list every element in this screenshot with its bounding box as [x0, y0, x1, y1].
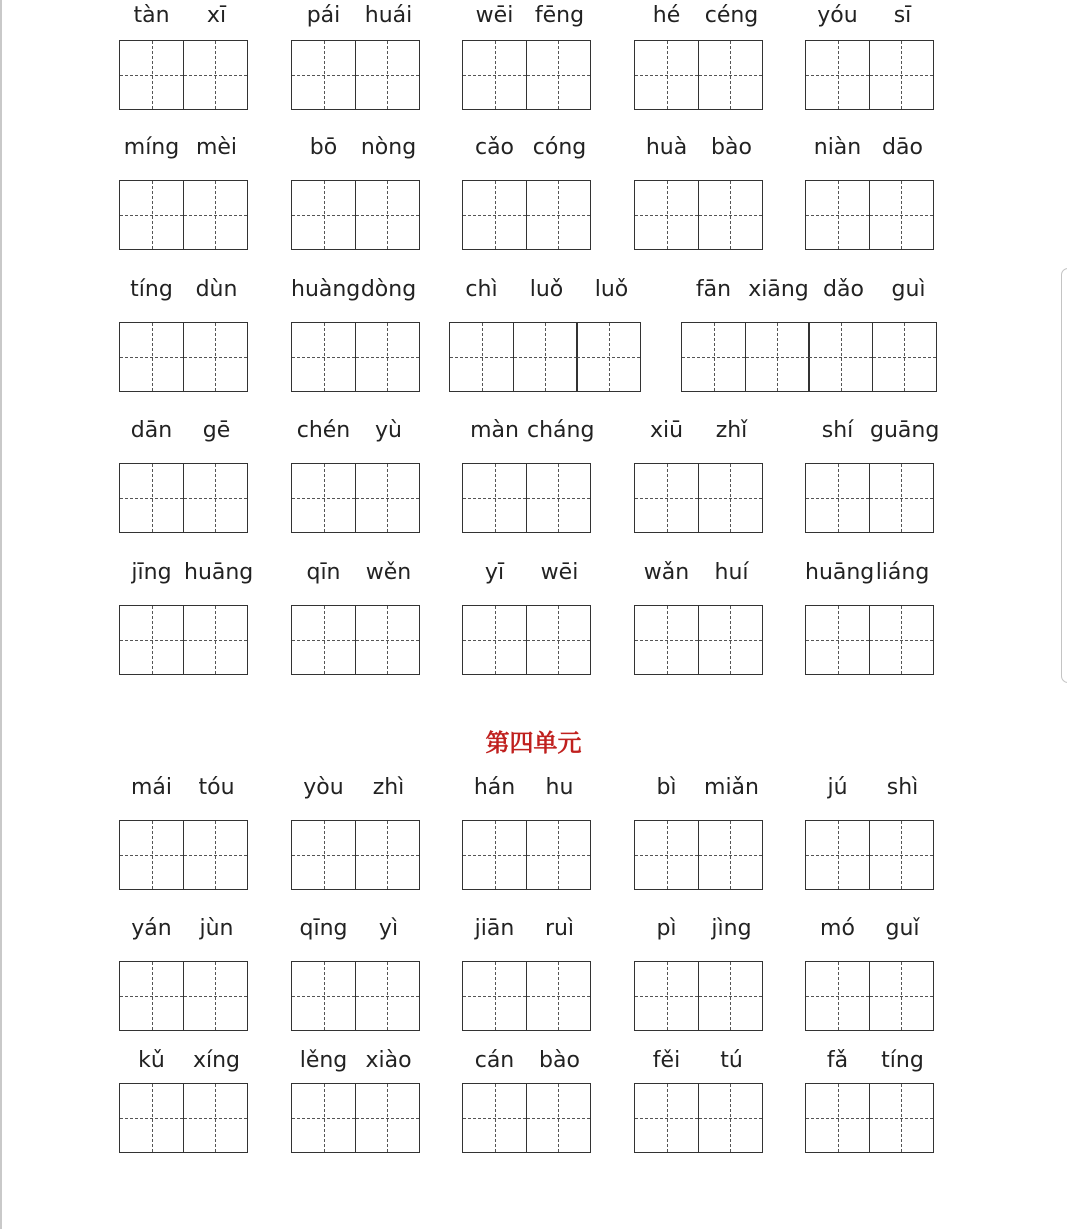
- pinyin-syllable: bào: [711, 135, 752, 160]
- vocab-item: [291, 2, 421, 112]
- character-box[interactable]: [526, 961, 591, 1031]
- pinyin-syllable: wēi: [475, 3, 514, 28]
- pinyin-syllable: hán: [473, 775, 516, 800]
- character-box[interactable]: [698, 180, 763, 250]
- vocab-item: [462, 559, 592, 677]
- character-box[interactable]: [119, 40, 184, 110]
- character-box[interactable]: [183, 820, 248, 890]
- character-box[interactable]: [526, 605, 591, 675]
- pinyin-syllable: fēng: [534, 3, 585, 28]
- vocab-item: [119, 2, 249, 112]
- writing-grid: [291, 820, 418, 890]
- vocab-item: [291, 1047, 421, 1155]
- character-box[interactable]: [698, 820, 763, 890]
- character-box[interactable]: [634, 463, 699, 533]
- character-box[interactable]: [462, 463, 527, 533]
- character-box[interactable]: [462, 40, 527, 110]
- character-box[interactable]: [808, 322, 873, 392]
- pinyin-syllable: xī: [206, 3, 227, 28]
- pinyin-syllable: guì: [891, 277, 926, 302]
- character-box[interactable]: [291, 1083, 356, 1153]
- character-box[interactable]: [526, 463, 591, 533]
- pinyin-syllable: jìng: [711, 916, 752, 941]
- character-box[interactable]: [526, 1083, 591, 1153]
- pinyin-syllable: dùn: [195, 277, 238, 302]
- pinyin-syllable: tíng: [881, 1048, 924, 1073]
- pinyin-syllable: céng: [704, 3, 759, 28]
- character-box[interactable]: [869, 40, 934, 110]
- pinyin-syllable: liáng: [875, 560, 930, 585]
- pinyin-syllable: jùn: [199, 916, 234, 941]
- character-box[interactable]: [119, 180, 184, 250]
- pinyin-syllable: chì: [465, 277, 498, 302]
- pinyin-syllable: qīng: [299, 916, 348, 941]
- pinyin-syllable: xiāng: [748, 277, 809, 302]
- character-box[interactable]: [805, 961, 870, 1031]
- pinyin-syllable: hé: [652, 3, 681, 28]
- vocab-item: [805, 559, 935, 677]
- character-box[interactable]: [462, 180, 527, 250]
- vocab-item: [291, 417, 421, 535]
- writing-grid: [634, 605, 761, 675]
- writing-grid: [634, 1083, 761, 1153]
- character-box[interactable]: [698, 40, 763, 110]
- vocab-item: [805, 417, 940, 535]
- character-box[interactable]: [872, 322, 937, 392]
- pinyin-syllable: xiào: [365, 1048, 412, 1073]
- pinyin-syllable: qīn: [306, 560, 341, 585]
- writing-grid: [805, 820, 932, 890]
- pinyin-syllable: ruì: [544, 916, 575, 941]
- writing-grid: [634, 180, 761, 250]
- writing-grid: [119, 1083, 246, 1153]
- character-box[interactable]: [698, 961, 763, 1031]
- vocab-item: [462, 417, 595, 535]
- pinyin-syllable: jīng: [131, 560, 172, 585]
- character-box[interactable]: [183, 605, 248, 675]
- vocab-item: [634, 915, 764, 1033]
- pinyin-syllable: yòu: [303, 775, 344, 800]
- character-box[interactable]: [869, 1083, 934, 1153]
- character-box[interactable]: [291, 40, 356, 110]
- character-box[interactable]: [183, 40, 248, 110]
- character-box[interactable]: [462, 961, 527, 1031]
- pinyin-syllable: màn: [470, 418, 519, 443]
- pinyin-syllable: yù: [375, 418, 402, 443]
- vocab-item: [462, 774, 592, 892]
- vocab-item: [119, 134, 249, 252]
- character-box[interactable]: [355, 322, 420, 392]
- pinyin-syllable: dǎo: [823, 277, 864, 302]
- pinyin-syllable: sī: [893, 3, 912, 28]
- writing-grid: [634, 463, 761, 533]
- writing-grid: [291, 961, 418, 1031]
- vocab-item: [462, 915, 592, 1033]
- writing-grid: [291, 180, 418, 250]
- pinyin-syllable: huāng: [184, 560, 254, 585]
- writing-grid: [119, 463, 246, 533]
- writing-grid: [119, 605, 246, 675]
- character-box[interactable]: [526, 40, 591, 110]
- pinyin-syllable: dòng: [360, 277, 417, 302]
- character-box[interactable]: [355, 605, 420, 675]
- writing-grid: [462, 605, 589, 675]
- writing-grid: [119, 40, 246, 110]
- pinyin-syllable: xíng: [192, 1048, 241, 1073]
- vocab-item: [119, 417, 249, 535]
- vocab-item: [634, 2, 764, 112]
- pinyin-syllable: cán: [474, 1048, 515, 1073]
- pinyin-syllable: tàn: [133, 3, 170, 28]
- pinyin-syllable: huāng: [805, 560, 875, 585]
- character-box[interactable]: [355, 961, 420, 1031]
- writing-grid: [291, 322, 418, 392]
- character-box[interactable]: [355, 180, 420, 250]
- character-box[interactable]: [183, 1083, 248, 1153]
- writing-grid: [634, 820, 761, 890]
- pinyin-syllable: jú: [827, 775, 848, 800]
- writing-grid: [634, 40, 761, 110]
- character-box[interactable]: [869, 463, 934, 533]
- pinyin-syllable: cǎo: [474, 135, 515, 160]
- character-box[interactable]: [634, 1083, 699, 1153]
- writing-grid: [291, 463, 418, 533]
- pinyin-syllable: yán: [131, 916, 172, 941]
- writing-grid: [805, 961, 932, 1031]
- character-box[interactable]: [634, 605, 699, 675]
- character-box[interactable]: [291, 180, 356, 250]
- character-box[interactable]: [119, 322, 184, 392]
- character-box[interactable]: [576, 322, 641, 392]
- pinyin-syllable: mó: [820, 916, 855, 941]
- writing-grid: [291, 40, 418, 110]
- character-box[interactable]: [183, 180, 248, 250]
- character-box[interactable]: [291, 322, 356, 392]
- character-box[interactable]: [449, 322, 514, 392]
- vocab-item: [805, 915, 935, 1033]
- writing-grid: [119, 961, 246, 1031]
- pinyin-syllable: bì: [656, 775, 677, 800]
- character-box[interactable]: [119, 820, 184, 890]
- pinyin-syllable: hu: [545, 775, 574, 800]
- vocab-item: [119, 774, 249, 892]
- pinyin-syllable: fěi: [652, 1048, 681, 1073]
- pinyin-syllable: yóu: [817, 3, 858, 28]
- character-box[interactable]: [805, 605, 870, 675]
- character-box[interactable]: [805, 40, 870, 110]
- pinyin-syllable: gē: [202, 418, 231, 443]
- character-box[interactable]: [462, 1083, 527, 1153]
- character-box[interactable]: [698, 605, 763, 675]
- character-box[interactable]: [526, 820, 591, 890]
- character-box[interactable]: [183, 961, 248, 1031]
- pinyin-syllable: xiū: [649, 418, 684, 443]
- writing-grid: [681, 322, 935, 392]
- character-box[interactable]: [698, 1083, 763, 1153]
- pinyin-syllable: yì: [378, 916, 399, 941]
- character-box[interactable]: [355, 820, 420, 890]
- vocab-item: [805, 774, 935, 892]
- character-box[interactable]: [183, 322, 248, 392]
- character-box[interactable]: [291, 961, 356, 1031]
- vocab-item: [462, 1047, 592, 1155]
- vocab-item: [291, 559, 421, 677]
- pinyin-syllable: mái: [130, 775, 173, 800]
- pinyin-syllable: mèi: [195, 135, 238, 160]
- pinyin-syllable: tóu: [198, 775, 235, 800]
- unit-four-title: 第四单元: [485, 729, 582, 757]
- character-box[interactable]: [869, 605, 934, 675]
- vocab-item: [634, 1047, 764, 1155]
- left-page-edge: [0, 0, 2, 1229]
- pinyin-syllable: huàng: [291, 277, 361, 302]
- character-box[interactable]: [119, 605, 184, 675]
- writing-grid: [462, 463, 589, 533]
- character-box[interactable]: [119, 961, 184, 1031]
- pinyin-syllable: yī: [484, 560, 505, 585]
- writing-grid: [462, 961, 589, 1031]
- pinyin-syllable: wǎn: [643, 560, 690, 585]
- pinyin-syllable: chén: [296, 418, 351, 443]
- pinyin-syllable: bào: [539, 1048, 580, 1073]
- pinyin-syllable: lěng: [299, 1048, 348, 1073]
- writing-grid: [805, 40, 932, 110]
- vocab-item: [291, 774, 421, 892]
- vocab-item: [462, 134, 592, 252]
- pinyin-syllable: wēi: [540, 560, 579, 585]
- character-box[interactable]: [698, 463, 763, 533]
- pinyin-syllable: huí: [714, 560, 749, 585]
- character-box[interactable]: [355, 1083, 420, 1153]
- character-box[interactable]: [805, 1083, 870, 1153]
- pinyin-syllable: dāo: [882, 135, 923, 160]
- pinyin-syllable: nòng: [360, 135, 417, 160]
- writing-grid: [119, 820, 246, 890]
- writing-grid: [805, 180, 932, 250]
- character-box[interactable]: [745, 322, 810, 392]
- vocab-item: [634, 774, 764, 892]
- pinyin-syllable: miǎn: [704, 775, 759, 800]
- vocab-item: [805, 1047, 935, 1155]
- writing-grid: [119, 322, 246, 392]
- character-box[interactable]: [869, 820, 934, 890]
- pinyin-syllable: cháng: [527, 418, 595, 443]
- writing-grid: [462, 1083, 589, 1153]
- vocab-item: [119, 559, 254, 677]
- vocab-item: [634, 559, 764, 677]
- writing-grid: [462, 180, 589, 250]
- character-box[interactable]: [355, 40, 420, 110]
- character-box[interactable]: [869, 961, 934, 1031]
- pinyin-syllable: míng: [123, 135, 180, 160]
- pinyin-syllable: shí: [821, 418, 854, 443]
- vocab-item: [634, 417, 764, 535]
- pinyin-syllable: luǒ: [529, 277, 564, 302]
- pinyin-syllable: dān: [130, 418, 173, 443]
- vocab-item: [634, 134, 764, 252]
- character-box[interactable]: [634, 961, 699, 1031]
- character-box[interactable]: [462, 820, 527, 890]
- writing-grid: [119, 180, 246, 250]
- pinyin-syllable: zhǐ: [715, 418, 748, 443]
- pinyin-syllable: bō: [309, 135, 338, 160]
- pinyin-syllable: guāng: [870, 418, 940, 443]
- vocab-item: [119, 915, 249, 1033]
- side-scroll-tab[interactable]: [1061, 268, 1067, 683]
- character-box[interactable]: [634, 820, 699, 890]
- writing-grid: [291, 1083, 418, 1153]
- vocab-item: [449, 276, 644, 394]
- pinyin-syllable: zhì: [372, 775, 405, 800]
- character-box[interactable]: [462, 605, 527, 675]
- pinyin-syllable: fān: [695, 277, 732, 302]
- vocab-item: [291, 915, 421, 1033]
- vocab-item: [462, 2, 592, 112]
- character-box[interactable]: [805, 463, 870, 533]
- pinyin-syllable: tú: [720, 1048, 743, 1073]
- writing-grid: [634, 961, 761, 1031]
- vocab-item: [119, 276, 249, 394]
- pinyin-syllable: kǔ: [138, 1048, 165, 1073]
- writing-grid: [449, 322, 640, 392]
- vocab-item: [805, 134, 935, 252]
- character-box[interactable]: [634, 180, 699, 250]
- character-box[interactable]: [291, 605, 356, 675]
- vocab-item: [805, 2, 935, 112]
- character-box[interactable]: [526, 180, 591, 250]
- pinyin-syllable: huà: [645, 135, 688, 160]
- pinyin-syllable: jiān: [474, 916, 515, 941]
- character-box[interactable]: [355, 463, 420, 533]
- pinyin-syllable: huái: [364, 3, 413, 28]
- pinyin-syllable: pái: [306, 3, 341, 28]
- character-box[interactable]: [119, 463, 184, 533]
- character-box[interactable]: [291, 820, 356, 890]
- writing-grid: [805, 463, 932, 533]
- character-box[interactable]: [681, 322, 746, 392]
- character-box[interactable]: [869, 180, 934, 250]
- writing-grid: [462, 820, 589, 890]
- character-box[interactable]: [119, 1083, 184, 1153]
- pinyin-syllable: cóng: [532, 135, 587, 160]
- pinyin-syllable: guǐ: [885, 916, 920, 941]
- pinyin-syllable: niàn: [813, 135, 862, 160]
- pinyin-syllable: pì: [656, 916, 677, 941]
- vocab-item: [119, 1047, 249, 1155]
- pinyin-syllable: wěn: [365, 560, 412, 585]
- vocab-item: [291, 276, 421, 394]
- vocab-item: [291, 134, 421, 252]
- pinyin-syllable: shì: [886, 775, 919, 800]
- pinyin-syllable: luǒ: [594, 277, 629, 302]
- character-box[interactable]: [805, 820, 870, 890]
- pinyin-syllable: fǎ: [826, 1048, 849, 1073]
- character-box[interactable]: [805, 180, 870, 250]
- writing-grid: [291, 605, 418, 675]
- character-box[interactable]: [513, 322, 578, 392]
- writing-grid: [462, 40, 589, 110]
- pinyin-syllable: tíng: [130, 277, 173, 302]
- character-box[interactable]: [183, 463, 248, 533]
- vocab-item: [681, 276, 941, 394]
- writing-grid: [805, 605, 932, 675]
- character-box[interactable]: [291, 463, 356, 533]
- writing-grid: [805, 1083, 932, 1153]
- character-box[interactable]: [634, 40, 699, 110]
